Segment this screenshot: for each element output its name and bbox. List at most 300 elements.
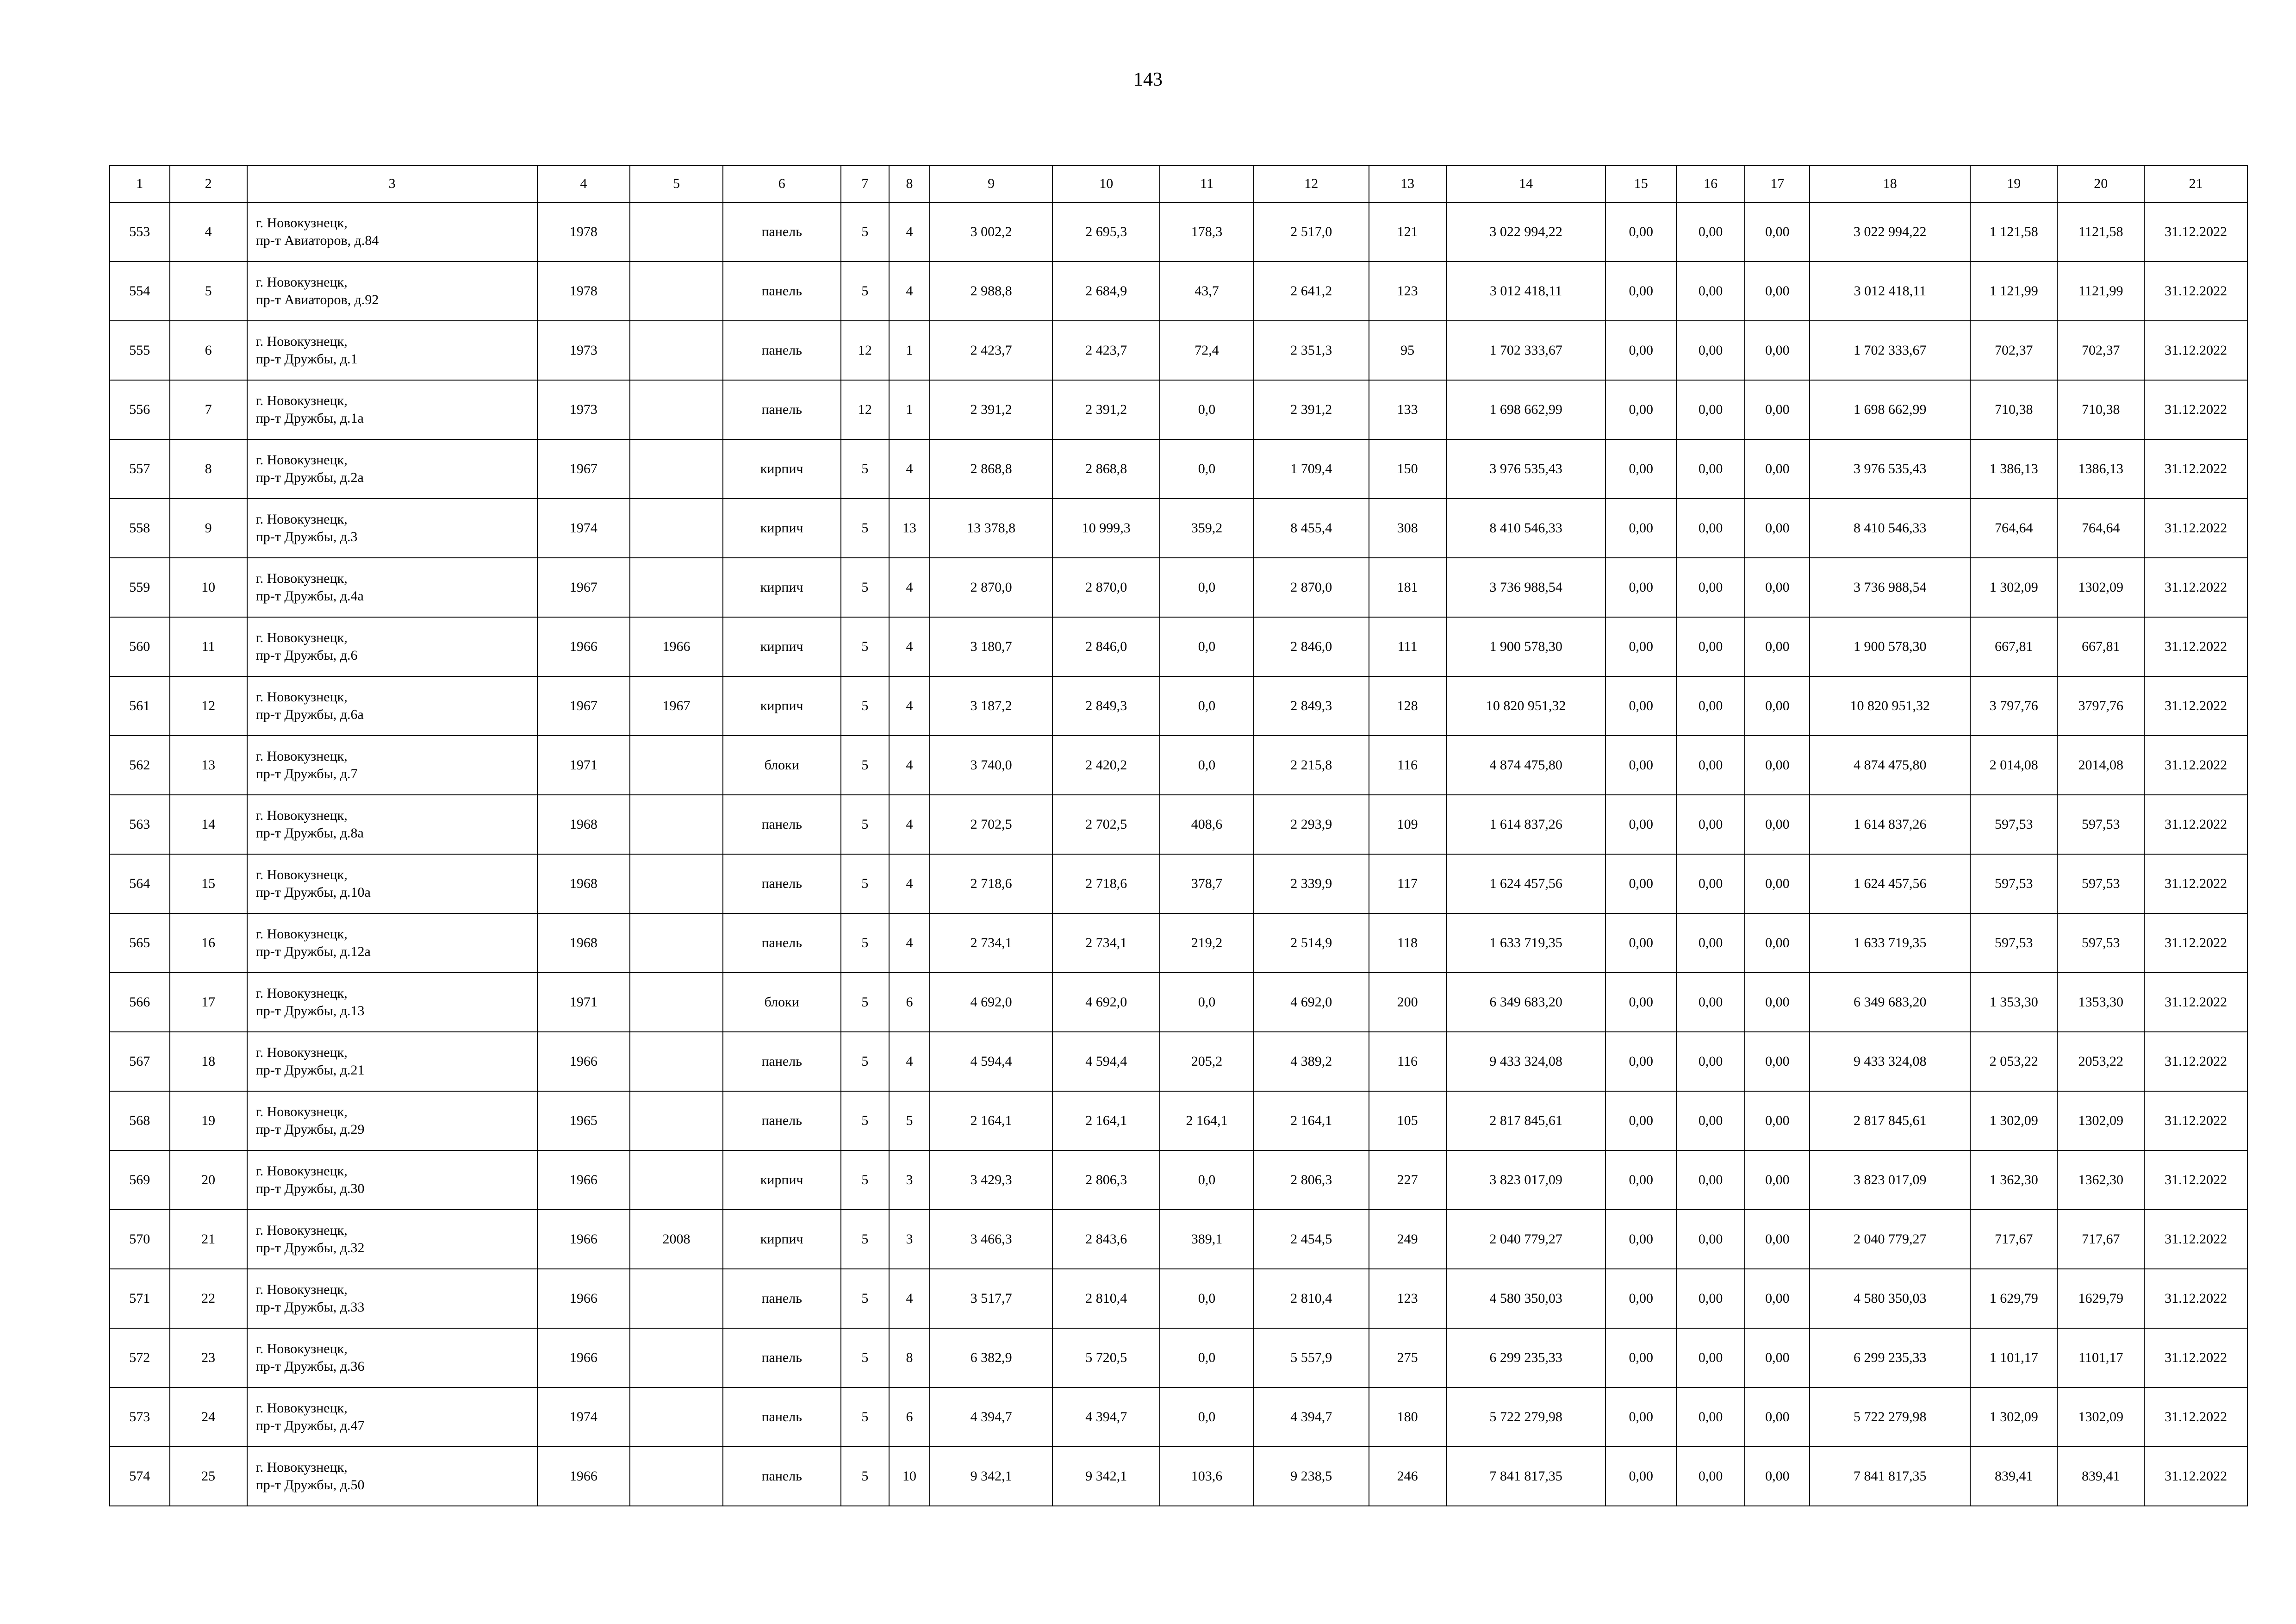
cell-col-13: 116 bbox=[1369, 1032, 1446, 1091]
cell-col-21: 31.12.2022 bbox=[2144, 1328, 2247, 1387]
cell-col-20: 2053,22 bbox=[2057, 1032, 2144, 1091]
cell-col-11: 103,6 bbox=[1160, 1447, 1254, 1506]
cell-col-4: 1966 bbox=[537, 1328, 630, 1387]
cell-col-15: 0,00 bbox=[1605, 617, 1676, 676]
cell-col-11: 0,0 bbox=[1160, 1269, 1254, 1328]
cell-col-7: 5 bbox=[841, 617, 889, 676]
cell-col-10: 10 999,3 bbox=[1052, 499, 1160, 558]
cell-col-4: 1966 bbox=[537, 1032, 630, 1091]
cell-col-19: 1 362,30 bbox=[1970, 1150, 2057, 1210]
cell-col-20: 667,81 bbox=[2057, 617, 2144, 676]
cell-col-8: 4 bbox=[889, 854, 930, 913]
cell-col-18: 6 349 683,20 bbox=[1810, 973, 1970, 1032]
cell-col-20: 1121,58 bbox=[2057, 202, 2144, 262]
cell-col-8: 8 bbox=[889, 1328, 930, 1387]
cell-col-6: панель bbox=[723, 1269, 841, 1328]
cell-col-12: 8 455,4 bbox=[1254, 499, 1369, 558]
cell-col-1: 566 bbox=[110, 973, 170, 1032]
cell-col-16: 0,00 bbox=[1676, 1269, 1745, 1328]
cell-col-11: 0,0 bbox=[1160, 1328, 1254, 1387]
address-cell bbox=[247, 1032, 537, 1091]
cell-col-12: 1 709,4 bbox=[1254, 439, 1369, 499]
cell-col-13: 308 bbox=[1369, 499, 1446, 558]
cell-col-17: 0,00 bbox=[1745, 1150, 1810, 1210]
cell-col-2: 5 bbox=[170, 262, 247, 321]
cell-col-11: 389,1 bbox=[1160, 1210, 1254, 1269]
cell-col-17: 0,00 bbox=[1745, 617, 1810, 676]
cell-col-2: 9 bbox=[170, 499, 247, 558]
cell-col-4: 1978 bbox=[537, 202, 630, 262]
cell-col-7: 5 bbox=[841, 1210, 889, 1269]
table-row bbox=[110, 676, 2247, 736]
cell-col-20: 764,64 bbox=[2057, 499, 2144, 558]
cell-col-1: 565 bbox=[110, 913, 170, 973]
table-row bbox=[110, 558, 2247, 617]
cell-col-1: 556 bbox=[110, 380, 170, 439]
cell-col-17: 0,00 bbox=[1745, 262, 1810, 321]
cell-col-21: 31.12.2022 bbox=[2144, 617, 2247, 676]
cell-col-21: 31.12.2022 bbox=[2144, 321, 2247, 380]
cell-col-18: 1 624 457,56 bbox=[1810, 854, 1970, 913]
cell-col-16: 0,00 bbox=[1676, 854, 1745, 913]
cell-col-15: 0,00 bbox=[1605, 676, 1676, 736]
address-city: г. Новокузнецк, bbox=[255, 1045, 348, 1060]
cell-col-11: 0,0 bbox=[1160, 617, 1254, 676]
cell-col-16: 0,00 bbox=[1676, 795, 1745, 854]
cell-col-10: 2 684,9 bbox=[1052, 262, 1160, 321]
cell-col-10: 2 810,4 bbox=[1052, 1269, 1160, 1328]
cell-col-19: 1 629,79 bbox=[1970, 1269, 2057, 1328]
cell-col-6: панель bbox=[723, 321, 841, 380]
cell-col-8: 4 bbox=[889, 676, 930, 736]
cell-col-20: 2014,08 bbox=[2057, 736, 2144, 795]
cell-col-6: кирпич bbox=[723, 617, 841, 676]
cell-col-15: 0,00 bbox=[1605, 1091, 1676, 1150]
cell-col-6: панель bbox=[723, 1091, 841, 1150]
cell-col-6: панель bbox=[723, 202, 841, 262]
cell-col-16: 0,00 bbox=[1676, 202, 1745, 262]
cell-col-19: 2 053,22 bbox=[1970, 1032, 2057, 1091]
cell-col-1: 561 bbox=[110, 676, 170, 736]
cell-col-9: 2 423,7 bbox=[930, 321, 1052, 380]
cell-col-6: панель bbox=[723, 1328, 841, 1387]
cell-col-14: 3 022 994,22 bbox=[1446, 202, 1606, 262]
cell-col-8: 4 bbox=[889, 617, 930, 676]
table-row bbox=[110, 854, 2247, 913]
cell-col-8: 5 bbox=[889, 1091, 930, 1150]
cell-col-10: 9 342,1 bbox=[1052, 1447, 1160, 1506]
cell-col-16: 0,00 bbox=[1676, 617, 1745, 676]
cell-col-17: 0,00 bbox=[1745, 1269, 1810, 1328]
cell-col-2: 4 bbox=[170, 202, 247, 262]
cell-col-11: 0,0 bbox=[1160, 439, 1254, 499]
cell-col-8: 4 bbox=[889, 736, 930, 795]
cell-col-16: 0,00 bbox=[1676, 1150, 1745, 1210]
cell-col-5 bbox=[630, 558, 723, 617]
cell-col-9: 2 702,5 bbox=[930, 795, 1052, 854]
cell-col-5 bbox=[630, 499, 723, 558]
cell-col-16: 0,00 bbox=[1676, 1328, 1745, 1387]
cell-col-2: 24 bbox=[170, 1387, 247, 1447]
cell-col-8: 4 bbox=[889, 795, 930, 854]
cell-col-2: 6 bbox=[170, 321, 247, 380]
cell-col-15: 0,00 bbox=[1605, 202, 1676, 262]
cell-col-12: 2 870,0 bbox=[1254, 558, 1369, 617]
cell-col-11: 0,0 bbox=[1160, 973, 1254, 1032]
cell-col-17: 0,00 bbox=[1745, 1091, 1810, 1150]
cell-col-6: кирпич bbox=[723, 676, 841, 736]
cell-col-7: 12 bbox=[841, 321, 889, 380]
column-header-1: 1 bbox=[110, 165, 170, 202]
address-city: г. Новокузнецк, bbox=[255, 1341, 348, 1356]
cell-col-2: 10 bbox=[170, 558, 247, 617]
cell-col-18: 9 433 324,08 bbox=[1810, 1032, 1970, 1091]
cell-col-6: панель bbox=[723, 262, 841, 321]
cell-col-19: 1 302,09 bbox=[1970, 1387, 2057, 1447]
cell-col-19: 702,37 bbox=[1970, 321, 2057, 380]
cell-col-10: 4 692,0 bbox=[1052, 973, 1160, 1032]
cell-col-11: 2 164,1 bbox=[1160, 1091, 1254, 1150]
cell-col-9: 3 429,3 bbox=[930, 1150, 1052, 1210]
column-header-14: 14 bbox=[1446, 165, 1606, 202]
cell-col-5 bbox=[630, 202, 723, 262]
cell-col-2: 20 bbox=[170, 1150, 247, 1210]
cell-col-14: 10 820 951,32 bbox=[1446, 676, 1606, 736]
table-row bbox=[110, 1328, 2247, 1387]
cell-col-1: 554 bbox=[110, 262, 170, 321]
cell-col-15: 0,00 bbox=[1605, 736, 1676, 795]
cell-col-11: 359,2 bbox=[1160, 499, 1254, 558]
cell-col-10: 2 806,3 bbox=[1052, 1150, 1160, 1210]
cell-col-15: 0,00 bbox=[1605, 854, 1676, 913]
address-cell bbox=[247, 321, 537, 380]
cell-col-16: 0,00 bbox=[1676, 1032, 1745, 1091]
cell-col-17: 0,00 bbox=[1745, 202, 1810, 262]
cell-col-5 bbox=[630, 1091, 723, 1150]
cell-col-13: 275 bbox=[1369, 1328, 1446, 1387]
cell-col-21: 31.12.2022 bbox=[2144, 736, 2247, 795]
cell-col-13: 109 bbox=[1369, 795, 1446, 854]
table-row bbox=[110, 1387, 2247, 1447]
cell-col-1: 558 bbox=[110, 499, 170, 558]
address-city: г. Новокузнецк, bbox=[255, 215, 348, 231]
address-cell bbox=[247, 439, 537, 499]
cell-col-1: 569 bbox=[110, 1150, 170, 1210]
cell-col-12: 4 692,0 bbox=[1254, 973, 1369, 1032]
cell-col-4: 1978 bbox=[537, 262, 630, 321]
cell-col-18: 3 976 535,43 bbox=[1810, 439, 1970, 499]
cell-col-17: 0,00 bbox=[1745, 913, 1810, 973]
cell-col-6: панель bbox=[723, 913, 841, 973]
cell-col-20: 710,38 bbox=[2057, 380, 2144, 439]
cell-col-20: 1121,99 bbox=[2057, 262, 2144, 321]
address-cell bbox=[247, 854, 537, 913]
address-street: пр-т Дружбы, д.13 bbox=[255, 1003, 365, 1018]
address-street: пр-т Дружбы, д.6 bbox=[255, 648, 358, 663]
table-row bbox=[110, 1210, 2247, 1269]
cell-col-7: 5 bbox=[841, 854, 889, 913]
table-row bbox=[110, 321, 2247, 380]
cell-col-9: 2 164,1 bbox=[930, 1091, 1052, 1150]
address-cell bbox=[247, 262, 537, 321]
cell-col-16: 0,00 bbox=[1676, 558, 1745, 617]
cell-col-9: 3 517,7 bbox=[930, 1269, 1052, 1328]
cell-col-5: 1967 bbox=[630, 676, 723, 736]
cell-col-19: 597,53 bbox=[1970, 795, 2057, 854]
column-header-17: 17 bbox=[1745, 165, 1810, 202]
cell-col-10: 2 843,6 bbox=[1052, 1210, 1160, 1269]
cell-col-9: 2 734,1 bbox=[930, 913, 1052, 973]
cell-col-10: 2 870,0 bbox=[1052, 558, 1160, 617]
cell-col-4: 1968 bbox=[537, 913, 630, 973]
cell-col-4: 1965 bbox=[537, 1091, 630, 1150]
cell-col-8: 13 bbox=[889, 499, 930, 558]
cell-col-15: 0,00 bbox=[1605, 1210, 1676, 1269]
cell-col-2: 12 bbox=[170, 676, 247, 736]
cell-col-20: 597,53 bbox=[2057, 854, 2144, 913]
cell-col-19: 597,53 bbox=[1970, 913, 2057, 973]
cell-col-21: 31.12.2022 bbox=[2144, 380, 2247, 439]
cell-col-8: 1 bbox=[889, 321, 930, 380]
cell-col-17: 0,00 bbox=[1745, 439, 1810, 499]
cell-col-11: 0,0 bbox=[1160, 558, 1254, 617]
cell-col-13: 116 bbox=[1369, 736, 1446, 795]
column-header-6: 6 bbox=[723, 165, 841, 202]
cell-col-8: 4 bbox=[889, 1032, 930, 1091]
cell-col-21: 31.12.2022 bbox=[2144, 1210, 2247, 1269]
cell-col-20: 1362,30 bbox=[2057, 1150, 2144, 1210]
column-header-8: 8 bbox=[889, 165, 930, 202]
cell-col-21: 31.12.2022 bbox=[2144, 558, 2247, 617]
column-header-7: 7 bbox=[841, 165, 889, 202]
cell-col-4: 1966 bbox=[537, 1150, 630, 1210]
cell-col-17: 0,00 bbox=[1745, 499, 1810, 558]
cell-col-16: 0,00 bbox=[1676, 736, 1745, 795]
cell-col-10: 4 394,7 bbox=[1052, 1387, 1160, 1447]
cell-col-4: 1967 bbox=[537, 439, 630, 499]
cell-col-2: 15 bbox=[170, 854, 247, 913]
cell-col-21: 31.12.2022 bbox=[2144, 795, 2247, 854]
cell-col-2: 21 bbox=[170, 1210, 247, 1269]
cell-col-19: 839,41 bbox=[1970, 1447, 2057, 1506]
cell-col-10: 2 695,3 bbox=[1052, 202, 1160, 262]
cell-col-20: 3797,76 bbox=[2057, 676, 2144, 736]
cell-col-13: 117 bbox=[1369, 854, 1446, 913]
cell-col-7: 5 bbox=[841, 1328, 889, 1387]
address-cell bbox=[247, 1387, 537, 1447]
cell-col-7: 5 bbox=[841, 499, 889, 558]
cell-col-5 bbox=[630, 1328, 723, 1387]
cell-col-9: 2 868,8 bbox=[930, 439, 1052, 499]
cell-col-17: 0,00 bbox=[1745, 1387, 1810, 1447]
cell-col-17: 0,00 bbox=[1745, 558, 1810, 617]
cell-col-18: 7 841 817,35 bbox=[1810, 1447, 1970, 1506]
cell-col-20: 702,37 bbox=[2057, 321, 2144, 380]
cell-col-1: 562 bbox=[110, 736, 170, 795]
cell-col-9: 3 002,2 bbox=[930, 202, 1052, 262]
cell-col-12: 2 514,9 bbox=[1254, 913, 1369, 973]
cell-col-15: 0,00 bbox=[1605, 973, 1676, 1032]
cell-col-13: 118 bbox=[1369, 913, 1446, 973]
address-street: пр-т Дружбы, д.30 bbox=[255, 1181, 365, 1196]
address-cell bbox=[247, 795, 537, 854]
cell-col-17: 0,00 bbox=[1745, 321, 1810, 380]
cell-col-18: 1 702 333,67 bbox=[1810, 321, 1970, 380]
cell-col-14: 7 841 817,35 bbox=[1446, 1447, 1606, 1506]
cell-col-16: 0,00 bbox=[1676, 676, 1745, 736]
cell-col-18: 4 580 350,03 bbox=[1810, 1269, 1970, 1328]
address-cell bbox=[247, 558, 537, 617]
cell-col-5 bbox=[630, 321, 723, 380]
cell-col-5 bbox=[630, 1269, 723, 1328]
cell-col-10: 4 594,4 bbox=[1052, 1032, 1160, 1091]
cell-col-4: 1974 bbox=[537, 1387, 630, 1447]
address-street: пр-т Дружбы, д.32 bbox=[255, 1240, 365, 1255]
page-number: 143 bbox=[1133, 69, 1163, 90]
cell-col-17: 0,00 bbox=[1745, 973, 1810, 1032]
table-row bbox=[110, 380, 2247, 439]
cell-col-16: 0,00 bbox=[1676, 1387, 1745, 1447]
cell-col-2: 17 bbox=[170, 973, 247, 1032]
cell-col-13: 227 bbox=[1369, 1150, 1446, 1210]
address-street: пр-т Дружбы, д.33 bbox=[255, 1299, 365, 1315]
table-row bbox=[110, 1032, 2247, 1091]
cell-col-9: 2 988,8 bbox=[930, 262, 1052, 321]
table-row bbox=[110, 262, 2247, 321]
cell-col-4: 1971 bbox=[537, 736, 630, 795]
address-city: г. Новокузнецк, bbox=[255, 986, 348, 1001]
cell-col-7: 5 bbox=[841, 1091, 889, 1150]
address-street: пр-т Дружбы, д.3 bbox=[255, 529, 358, 544]
cell-col-6: панель bbox=[723, 380, 841, 439]
cell-col-12: 5 557,9 bbox=[1254, 1328, 1369, 1387]
cell-col-21: 31.12.2022 bbox=[2144, 1387, 2247, 1447]
column-header-5: 5 bbox=[630, 165, 723, 202]
cell-col-15: 0,00 bbox=[1605, 262, 1676, 321]
cell-col-17: 0,00 bbox=[1745, 380, 1810, 439]
cell-col-4: 1971 bbox=[537, 973, 630, 1032]
cell-col-13: 121 bbox=[1369, 202, 1446, 262]
cell-col-18: 1 614 837,26 bbox=[1810, 795, 1970, 854]
cell-col-13: 246 bbox=[1369, 1447, 1446, 1506]
cell-col-6: кирпич bbox=[723, 439, 841, 499]
address-city: г. Новокузнецк, bbox=[255, 1460, 348, 1475]
address-city: г. Новокузнецк, bbox=[255, 571, 348, 586]
cell-col-16: 0,00 bbox=[1676, 262, 1745, 321]
cell-col-12: 2 849,3 bbox=[1254, 676, 1369, 736]
cell-col-17: 0,00 bbox=[1745, 676, 1810, 736]
cell-col-9: 3 180,7 bbox=[930, 617, 1052, 676]
cell-col-1: 571 bbox=[110, 1269, 170, 1328]
cell-col-15: 0,00 bbox=[1605, 1032, 1676, 1091]
cell-col-6: панель bbox=[723, 795, 841, 854]
cell-col-7: 5 bbox=[841, 1387, 889, 1447]
cell-col-5 bbox=[630, 1387, 723, 1447]
cell-col-1: 573 bbox=[110, 1387, 170, 1447]
cell-col-18: 1 900 578,30 bbox=[1810, 617, 1970, 676]
cell-col-16: 0,00 bbox=[1676, 973, 1745, 1032]
cell-col-18: 8 410 546,33 bbox=[1810, 499, 1970, 558]
address-street: пр-т Дружбы, д.2а bbox=[255, 470, 364, 485]
cell-col-20: 1302,09 bbox=[2057, 1387, 2144, 1447]
cell-col-21: 31.12.2022 bbox=[2144, 913, 2247, 973]
cell-col-9: 6 382,9 bbox=[930, 1328, 1052, 1387]
cell-col-8: 4 bbox=[889, 913, 930, 973]
cell-col-5 bbox=[630, 736, 723, 795]
cell-col-12: 2 351,3 bbox=[1254, 321, 1369, 380]
cell-col-14: 3 823 017,09 bbox=[1446, 1150, 1606, 1210]
cell-col-21: 31.12.2022 bbox=[2144, 854, 2247, 913]
housing-register-table bbox=[109, 165, 2248, 1506]
cell-col-19: 1 121,58 bbox=[1970, 202, 2057, 262]
cell-col-13: 181 bbox=[1369, 558, 1446, 617]
address-city: г. Новокузнецк, bbox=[255, 630, 348, 645]
cell-col-21: 31.12.2022 bbox=[2144, 1091, 2247, 1150]
cell-col-9: 3 466,3 bbox=[930, 1210, 1052, 1269]
cell-col-10: 2 849,3 bbox=[1052, 676, 1160, 736]
cell-col-6: кирпич bbox=[723, 1210, 841, 1269]
cell-col-13: 123 bbox=[1369, 1269, 1446, 1328]
cell-col-13: 180 bbox=[1369, 1387, 1446, 1447]
cell-col-14: 3 976 535,43 bbox=[1446, 439, 1606, 499]
cell-col-16: 0,00 bbox=[1676, 913, 1745, 973]
cell-col-14: 1 702 333,67 bbox=[1446, 321, 1606, 380]
table-row bbox=[110, 617, 2247, 676]
cell-col-17: 0,00 bbox=[1745, 1210, 1810, 1269]
cell-col-14: 1 698 662,99 bbox=[1446, 380, 1606, 439]
cell-col-7: 5 bbox=[841, 202, 889, 262]
cell-col-4: 1974 bbox=[537, 499, 630, 558]
cell-col-18: 3 022 994,22 bbox=[1810, 202, 1970, 262]
column-header-18: 18 bbox=[1810, 165, 1970, 202]
cell-col-1: 564 bbox=[110, 854, 170, 913]
cell-col-2: 19 bbox=[170, 1091, 247, 1150]
cell-col-1: 559 bbox=[110, 558, 170, 617]
cell-col-7: 5 bbox=[841, 913, 889, 973]
cell-col-19: 1 386,13 bbox=[1970, 439, 2057, 499]
cell-col-18: 3 823 017,09 bbox=[1810, 1150, 1970, 1210]
cell-col-17: 0,00 bbox=[1745, 854, 1810, 913]
cell-col-21: 31.12.2022 bbox=[2144, 439, 2247, 499]
cell-col-14: 1 624 457,56 bbox=[1446, 854, 1606, 913]
cell-col-15: 0,00 bbox=[1605, 1387, 1676, 1447]
cell-col-12: 2 846,0 bbox=[1254, 617, 1369, 676]
cell-col-16: 0,00 bbox=[1676, 1091, 1745, 1150]
cell-col-9: 13 378,8 bbox=[930, 499, 1052, 558]
cell-col-6: кирпич bbox=[723, 1150, 841, 1210]
cell-col-16: 0,00 bbox=[1676, 1447, 1745, 1506]
cell-col-13: 150 bbox=[1369, 439, 1446, 499]
cell-col-5 bbox=[630, 1447, 723, 1506]
cell-col-4: 1967 bbox=[537, 676, 630, 736]
cell-col-18: 2 817 845,61 bbox=[1810, 1091, 1970, 1150]
address-street: пр-т Дружбы, д.29 bbox=[255, 1122, 365, 1137]
cell-col-15: 0,00 bbox=[1605, 1150, 1676, 1210]
column-header-3: 3 bbox=[247, 165, 537, 202]
cell-col-20: 839,41 bbox=[2057, 1447, 2144, 1506]
cell-col-6: кирпич bbox=[723, 499, 841, 558]
address-cell bbox=[247, 1447, 537, 1506]
cell-col-21: 31.12.2022 bbox=[2144, 973, 2247, 1032]
cell-col-20: 1101,17 bbox=[2057, 1328, 2144, 1387]
cell-col-6: кирпич bbox=[723, 558, 841, 617]
address-city: г. Новокузнецк, bbox=[255, 334, 348, 349]
cell-col-8: 10 bbox=[889, 1447, 930, 1506]
cell-col-16: 0,00 bbox=[1676, 439, 1745, 499]
cell-col-12: 2 641,2 bbox=[1254, 262, 1369, 321]
address-street: пр-т Дружбы, д.4а bbox=[255, 588, 364, 604]
cell-col-2: 7 bbox=[170, 380, 247, 439]
